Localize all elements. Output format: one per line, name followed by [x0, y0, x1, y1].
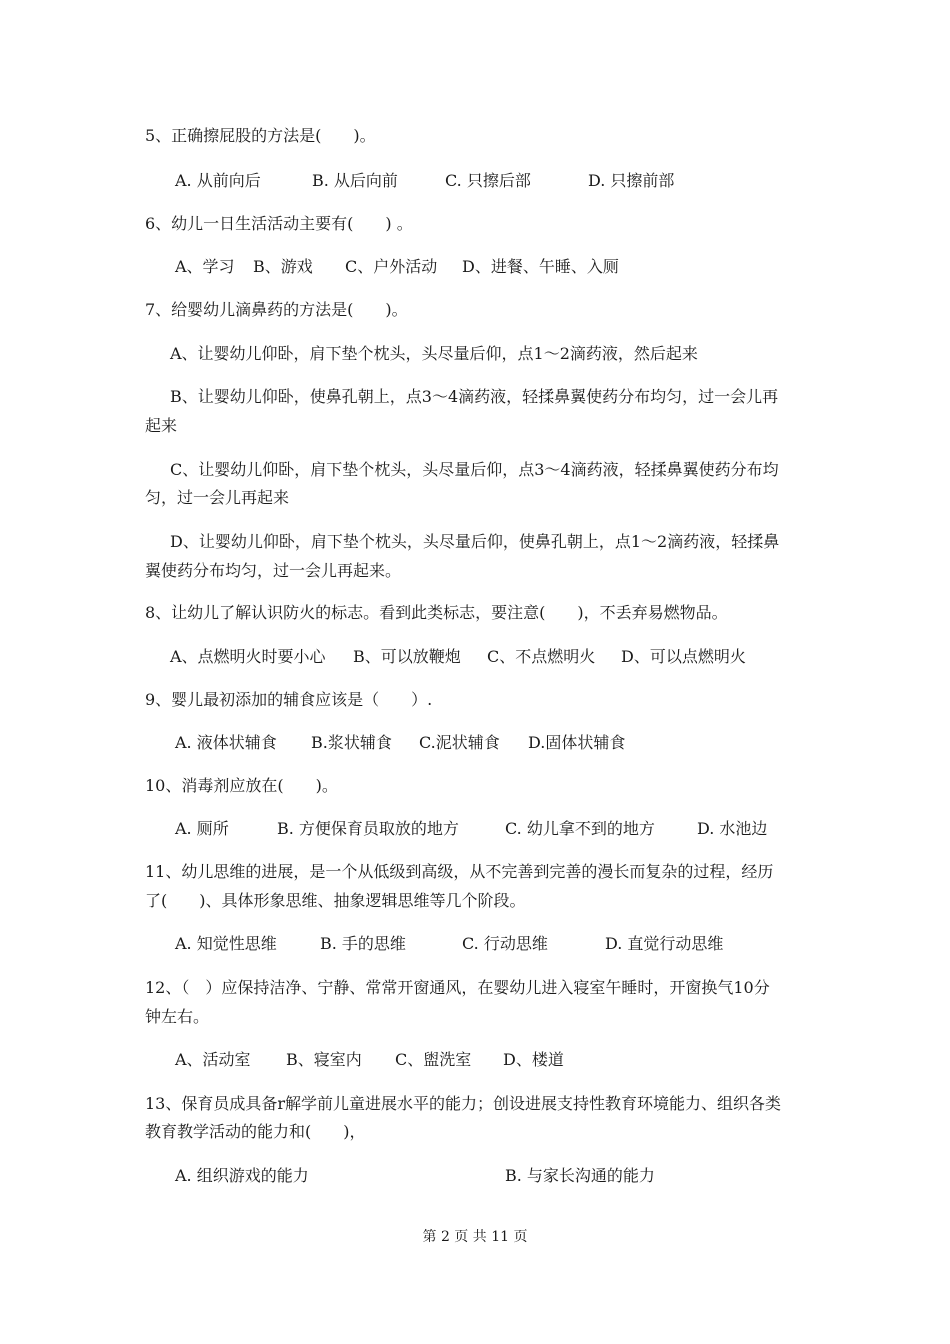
- question-8-option-d: D、可以点燃明火: [621, 647, 746, 666]
- question-6-option-a: A、学习: [175, 257, 235, 276]
- question-6-option-b: B、游戏: [253, 257, 313, 276]
- question-11-stem: 11、幼儿思维的进展，是一个从低级到高级，从不完善到完善的漫长而复杂的过程，经历: [145, 862, 774, 881]
- question-12-option-c: C、盥洗室: [395, 1050, 472, 1069]
- question-7-option-d-cont: 翼使药分布均匀，过一会儿再起来。: [145, 561, 402, 580]
- question-12-option-d: D、楼道: [503, 1050, 564, 1069]
- question-9-option-d: D.固体状辅食: [528, 733, 626, 752]
- question-11-option-d: D. 直觉行动思维: [605, 934, 724, 953]
- question-5-option-a: A. 从前向后: [175, 171, 261, 190]
- question-13-stem: 13、保育员成具备r解学前儿童进展水平的能力；创设进展支持性教育环境能力、组织各类: [145, 1094, 782, 1113]
- question-8-option-a: A、点燃明火时要小心: [170, 647, 326, 666]
- question-13-option-a: A. 组织游戏的能力: [175, 1166, 309, 1185]
- question-7-option-b-cont: 起来: [145, 416, 178, 435]
- question-10-option-c: C. 幼儿拿不到的地方: [505, 819, 655, 838]
- question-9-option-c: C.泥状辅食: [419, 733, 500, 752]
- question-13-option-b: B. 与家长沟通的能力: [505, 1166, 655, 1185]
- question-11-option-b: B. 手的思维: [320, 934, 406, 953]
- question-10-stem: 10、消毒剂应放在( )。: [145, 776, 338, 795]
- question-10-option-d: D. 水池边: [697, 819, 768, 838]
- question-7-option-c-cont: 匀，过一会儿再起来: [145, 488, 290, 507]
- question-12-option-a: A、活动室: [175, 1050, 251, 1069]
- question-12-stem-cont: 钟左右。: [145, 1007, 210, 1026]
- question-6-stem: 6、幼儿一日生活活动主要有( ) 。: [145, 214, 413, 233]
- question-9-option-b: B.浆状辅食: [311, 733, 392, 752]
- question-9-option-a: A. 液体状辅食: [175, 733, 277, 752]
- question-11-option-a: A. 知觉性思维: [175, 934, 277, 953]
- question-13-stem-cont: 教育教学活动的能力和( )，: [145, 1122, 366, 1141]
- question-7-option-c: C、让婴幼儿仰卧，肩下垫个枕头，头尽量后仰，点3～4滴药液，轻揉鼻翼使药分布均: [170, 460, 779, 479]
- question-5-option-b: B. 从后向前: [312, 171, 398, 190]
- question-7-option-b: B、让婴幼儿仰卧，使鼻孔朝上，点3～4滴药液，轻揉鼻翼使药分布均匀，过一会儿再: [170, 387, 779, 406]
- question-11-option-c: C. 行动思维: [462, 934, 548, 953]
- question-12-stem: 12、（ ）应保持洁净、宁静、常常开窗通风，在婴幼儿进入寝室午睡时，开窗换气10分: [145, 978, 770, 997]
- question-10-option-b: B. 方便保育员取放的地方: [277, 819, 459, 838]
- question-5-option-c: C. 只擦后部: [445, 171, 531, 190]
- question-12-option-b: B、寝室内: [286, 1050, 362, 1069]
- question-7-option-d: D、让婴幼儿仰卧，肩下垫个枕头，头尽量后仰，使鼻孔朝上，点1～2滴药液，轻揉鼻: [170, 532, 780, 551]
- question-6-option-d: D、进餐、午睡、入厕: [462, 257, 619, 276]
- question-7-stem: 7、给婴幼儿滴鼻药的方法是( )。: [145, 300, 408, 319]
- page-number-footer: 第 2 页 共 11 页: [422, 1229, 528, 1245]
- question-8-option-c: C、不点燃明火: [487, 647, 596, 666]
- question-6-option-c: C、户外活动: [345, 257, 438, 276]
- question-9-stem: 9、婴儿最初添加的辅食应该是（ ）.: [145, 690, 433, 709]
- question-8-option-b: B、可以放鞭炮: [353, 647, 461, 666]
- question-5-stem: 5、正确擦屁股的方法是( )。: [145, 126, 376, 145]
- question-10-option-a: A. 厕所: [175, 819, 229, 838]
- question-5-option-d: D. 只擦前部: [588, 171, 675, 190]
- question-7-option-a: A、让婴幼儿仰卧，肩下垫个枕头，头尽量后仰，点1～2滴药液，然后起来: [170, 344, 698, 363]
- question-11-stem-cont: 了( )、具体形象思维、抽象逻辑思维等几个阶段。: [145, 891, 526, 910]
- question-8-stem: 8、让幼儿了解认识防火的标志。看到此类标志，要注意( )，不丢弃易燃物品。: [145, 603, 728, 622]
